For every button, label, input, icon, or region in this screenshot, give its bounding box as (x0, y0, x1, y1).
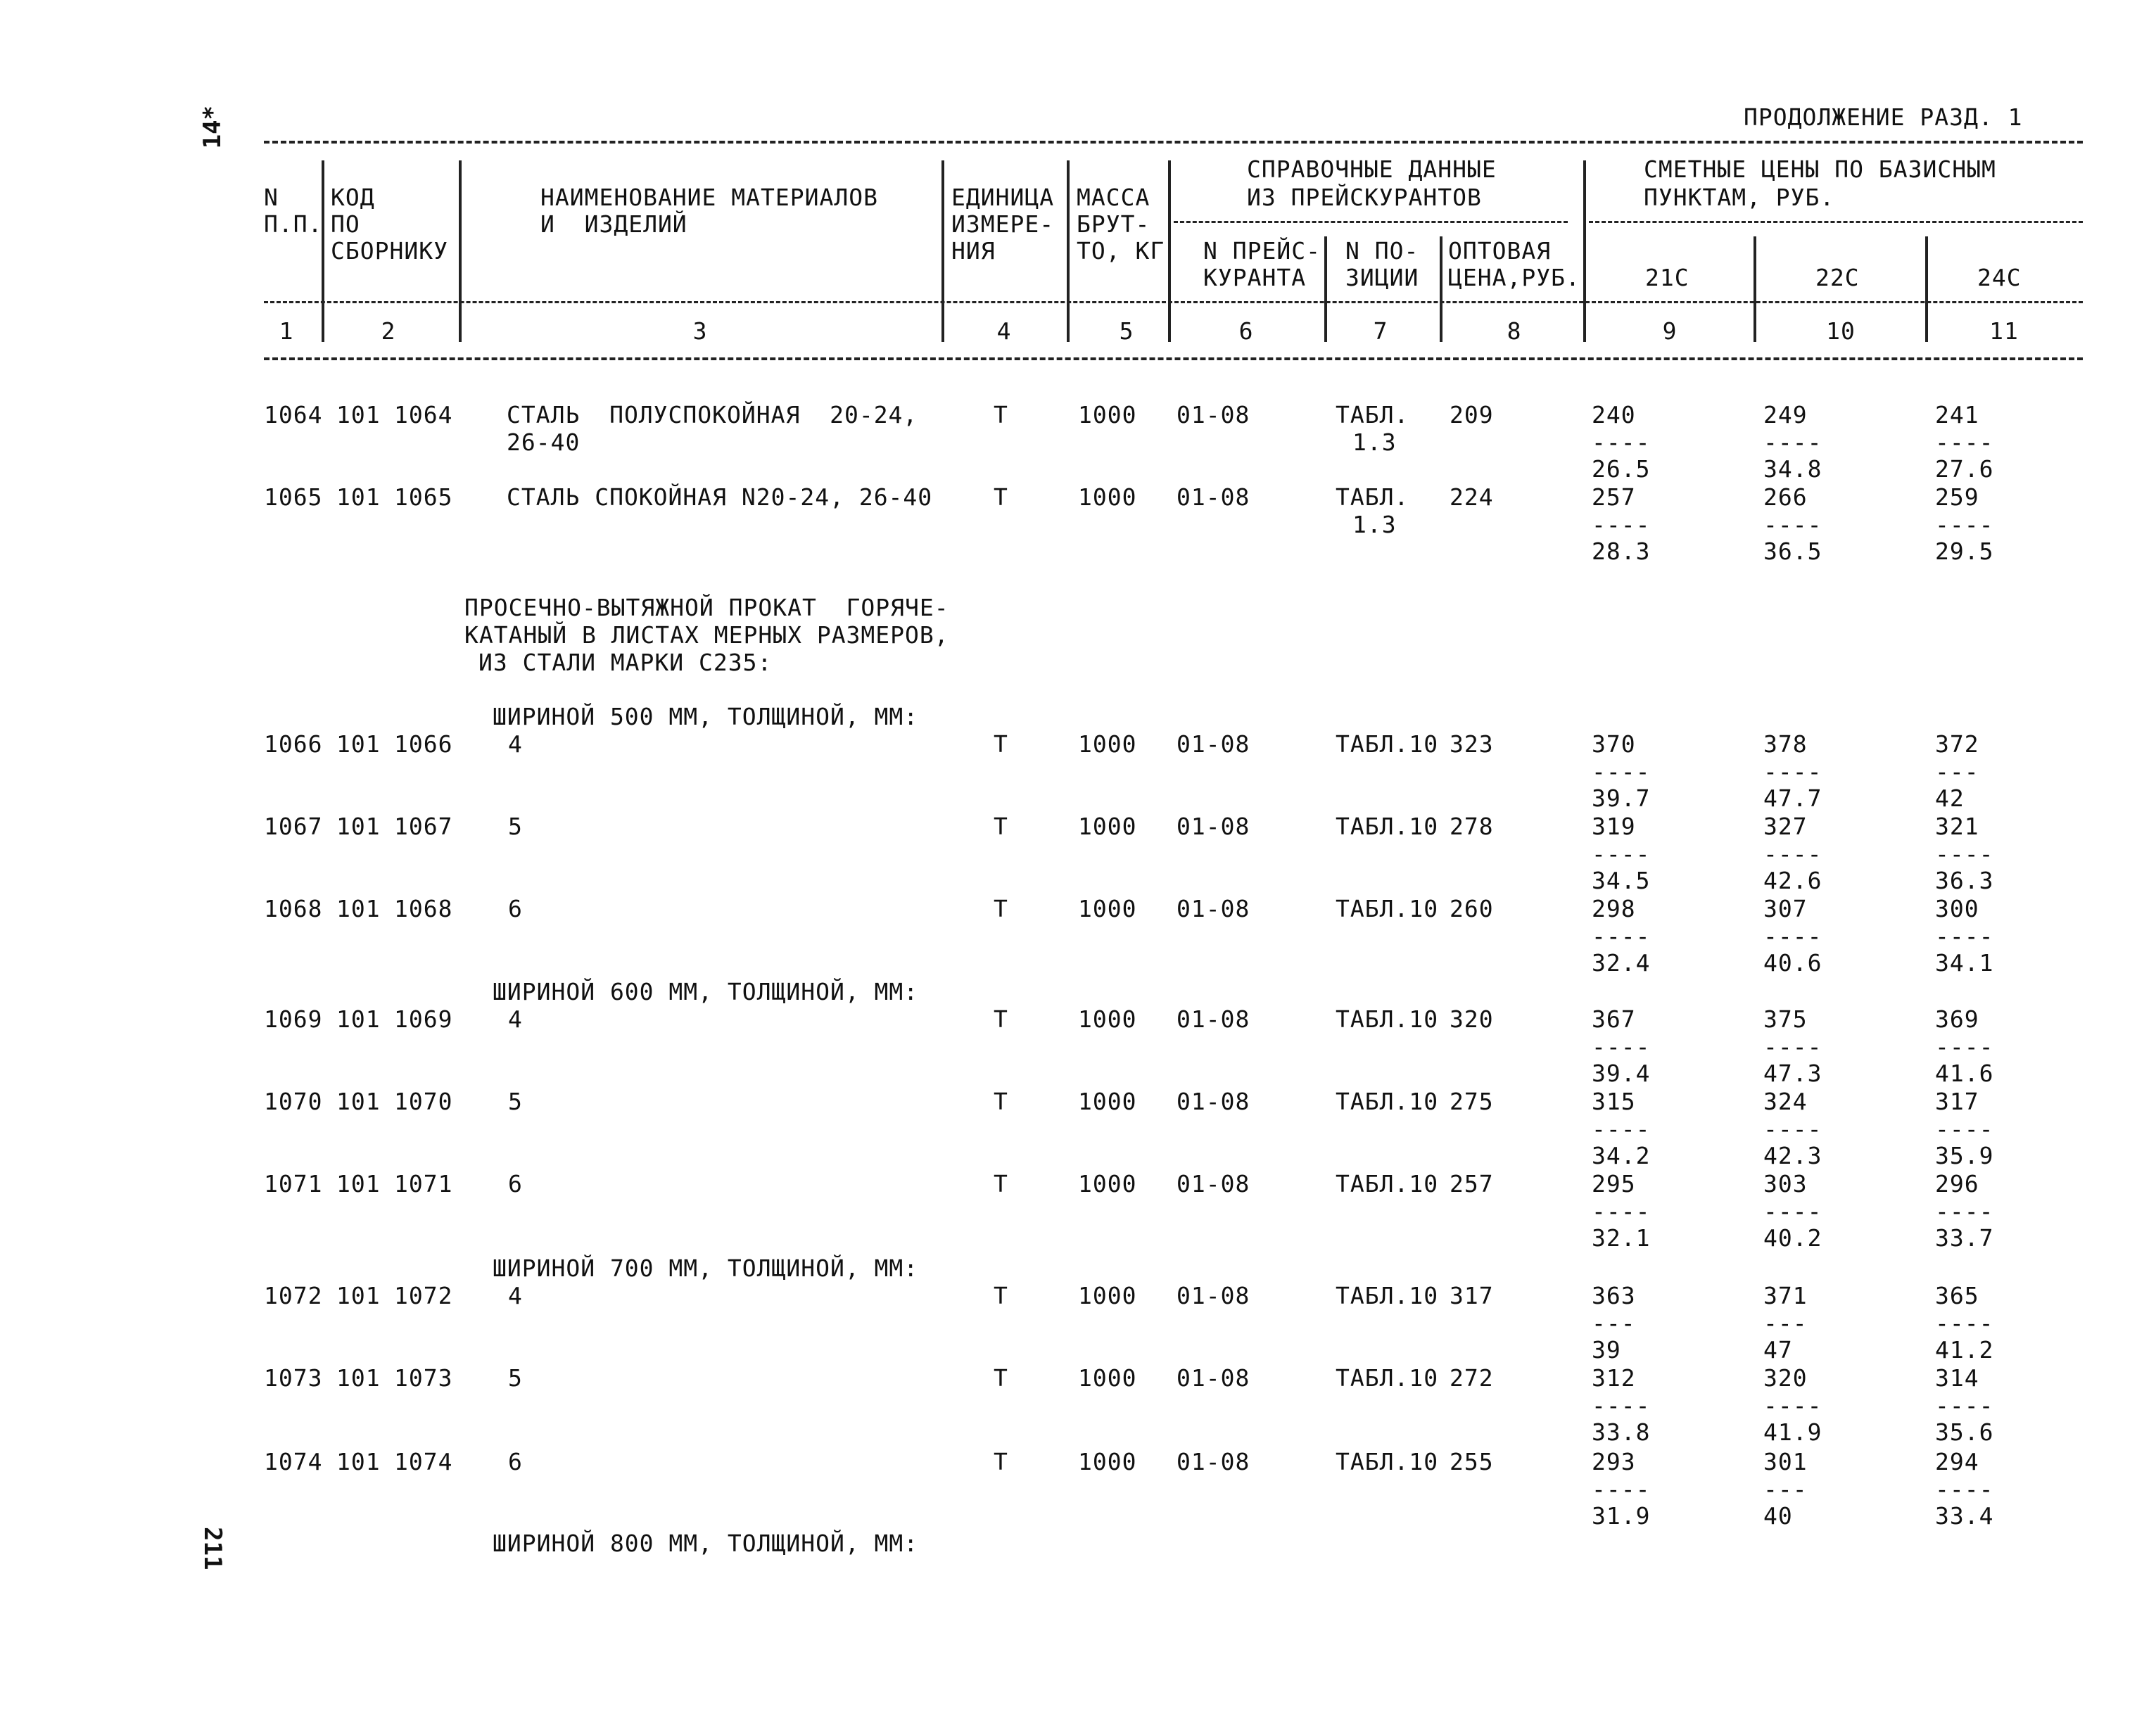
section-heading-line: ИЗ СТАЛИ МАРКИ С235: (478, 649, 773, 676)
cell-unit: Т (994, 401, 1008, 428)
cell-k2: 1066 (394, 730, 453, 758)
header-divider (459, 160, 462, 342)
col4-header: ИЗМЕРЕ- (951, 210, 1055, 238)
price-p24-top: 369 (1935, 1005, 1979, 1033)
cell-k1: 101 (336, 895, 381, 922)
column-number: 3 (692, 317, 708, 345)
price-p21-bottom: 32.4 (1592, 949, 1651, 977)
price-p21-bottom: 28.3 (1592, 538, 1651, 565)
cell-mass: 1000 (1078, 895, 1137, 922)
price-p24-bottom: 36.3 (1935, 867, 1994, 894)
cell-price: 260 (1450, 895, 1494, 922)
price-p22-bar: --- (1763, 1475, 1808, 1503)
price-p24-bar: ---- (1935, 1197, 1994, 1225)
cell-unit: Т (994, 1448, 1008, 1475)
price-p24-top: 372 (1935, 730, 1979, 758)
price-p24-top: 294 (1935, 1448, 1979, 1475)
cell-pr: 01-08 (1177, 895, 1250, 922)
col2-header: СБОРНИКУ (331, 237, 448, 265)
cell-k1: 101 (336, 1364, 381, 1392)
price-p24-bottom: 29.5 (1935, 538, 1994, 565)
cell-k2: 1071 (394, 1170, 453, 1197)
col5-header: БРУТ- (1077, 210, 1150, 238)
cell-mass: 1000 (1078, 813, 1137, 840)
price-p21-bar: ---- (1592, 428, 1651, 456)
group1-header: ИЗ ПРЕЙСКУРАНТОВ (1247, 184, 1482, 211)
cell-n: 1064 (264, 401, 323, 428)
price-p22-top: 375 (1763, 1005, 1808, 1033)
cell-price: 272 (1450, 1364, 1494, 1392)
price-p21-bar: ---- (1592, 1033, 1651, 1060)
cell-pr: 01-08 (1177, 1282, 1250, 1309)
group2-header: ПУНКТАМ, РУБ. (1644, 184, 1835, 211)
group-split-rule-2 (1589, 221, 2083, 223)
col3-header: НАИМЕНОВАНИЕ МАТЕРИАЛОВ (540, 184, 878, 211)
col7-header: ЗИЦИИ (1345, 264, 1419, 291)
price-p24-top: 314 (1935, 1364, 1979, 1392)
price-p24-top: 321 (1935, 813, 1979, 840)
price-p24-bar: ---- (1935, 428, 1994, 456)
cell-pos1: ТАБЛ. (1336, 483, 1409, 511)
price-p22-top: 303 (1763, 1170, 1808, 1197)
subheading-width-700: ШИРИНОЙ 700 ММ, ТОЛЩИНОЙ, ММ: (493, 1254, 919, 1282)
column-number: 11 (1989, 317, 2019, 345)
price-p22-top: 307 (1763, 895, 1808, 922)
header-divider (941, 160, 944, 342)
col11-header: 24С (1977, 264, 2022, 291)
price-p24-bottom: 33.7 (1935, 1224, 1994, 1252)
col2-header: ПО (331, 210, 360, 238)
price-p22-bottom: 41.9 (1763, 1418, 1822, 1446)
price-p22-bar: --- (1763, 1309, 1808, 1337)
price-p22-bottom: 42.6 (1763, 867, 1822, 894)
cell-pos1: ТАБЛ.10 (1336, 813, 1439, 840)
price-p24-bar: ---- (1935, 1309, 1994, 1337)
cell-pos1: ТАБЛ.10 (1336, 1448, 1439, 1475)
cell-name1: СТАЛЬ СПОКОЙНАЯ N20-24, 26-40 (507, 483, 933, 511)
cell-unit: Т (994, 813, 1008, 840)
price-p22-top: 371 (1763, 1282, 1808, 1309)
price-p22-bottom: 47.7 (1763, 784, 1822, 812)
price-p21-top: 367 (1592, 1005, 1636, 1033)
cell-pr: 01-08 (1177, 1448, 1250, 1475)
header-divider (1168, 160, 1171, 342)
price-p21-bar: ---- (1592, 1392, 1651, 1419)
cell-pr: 01-08 (1177, 1364, 1250, 1392)
price-p21-bottom: 39.7 (1592, 784, 1651, 812)
col5-header: МАССА (1077, 184, 1150, 211)
cell-price: 278 (1450, 813, 1494, 840)
price-p22-top: 324 (1763, 1088, 1808, 1115)
subheading-width-600: ШИРИНОЙ 600 ММ, ТОЛЩИНОЙ, ММ: (493, 978, 919, 1005)
column-number: 8 (1507, 317, 1522, 345)
price-p21-top: 363 (1592, 1282, 1636, 1309)
price-p24-bar: ---- (1935, 922, 1994, 950)
col5-header: ТО, КГ (1077, 237, 1165, 265)
price-p21-top: 370 (1592, 730, 1636, 758)
price-p22-bar: ---- (1763, 1392, 1822, 1419)
cell-name1: 4 (508, 1005, 523, 1033)
col6-header: КУРАНТА (1203, 264, 1307, 291)
col1-header: N (264, 184, 279, 211)
price-p22-bar: ---- (1763, 1197, 1822, 1225)
price-p21-bar: ---- (1592, 1197, 1651, 1225)
cell-pos1: ТАБЛ.10 (1336, 1170, 1439, 1197)
cell-name1: 6 (508, 1170, 523, 1197)
cell-price: 275 (1450, 1088, 1494, 1115)
price-p21-bar: ---- (1592, 1475, 1651, 1503)
header-divider (1583, 160, 1586, 342)
price-p22-bottom: 34.8 (1763, 455, 1822, 483)
price-p21-top: 315 (1592, 1088, 1636, 1115)
col1-header: П.П. (264, 210, 323, 238)
column-number: 2 (381, 317, 396, 345)
cell-unit: Т (994, 730, 1008, 758)
section-heading-line: ПРОСЕЧНО-ВЫТЯЖНОЙ ПРОКАТ ГОРЯЧЕ- (464, 594, 949, 621)
price-p22-bar: ---- (1763, 758, 1822, 785)
price-p24-bottom: 41.6 (1935, 1060, 1994, 1087)
col8-header: ОПТОВАЯ (1448, 237, 1552, 265)
group-split-rule-1 (1174, 221, 1568, 223)
price-p24-top: 300 (1935, 895, 1979, 922)
cell-price: 257 (1450, 1170, 1494, 1197)
price-p24-bar: ---- (1935, 1475, 1994, 1503)
col3-header: И ИЗДЕЛИЙ (540, 210, 687, 238)
price-p21-bar: ---- (1592, 758, 1651, 785)
cell-pr: 01-08 (1177, 1005, 1250, 1033)
price-p21-top: 293 (1592, 1448, 1636, 1475)
header-divider (1925, 236, 1928, 342)
cell-mass: 1000 (1078, 1282, 1137, 1309)
cell-unit: Т (994, 895, 1008, 922)
cell-pos1: ТАБЛ.10 (1336, 895, 1439, 922)
cell-name1: 4 (508, 730, 523, 758)
section-heading-line: КАТАНЫЙ В ЛИСТАХ МЕРНЫХ РАЗМЕРОВ, (464, 621, 949, 649)
cell-pr: 01-08 (1177, 730, 1250, 758)
col8-header: ЦЕНА,РУБ. (1448, 264, 1580, 291)
column-number: 5 (1119, 317, 1134, 345)
price-p21-top: 319 (1592, 813, 1636, 840)
cell-unit: Т (994, 1364, 1008, 1392)
column-number: 9 (1662, 317, 1678, 345)
cell-k1: 101 (336, 1088, 381, 1115)
continuation-label: ПРОДОЛЖЕНИЕ РАЗД. 1 (1744, 103, 2023, 131)
cell-pos1: ТАБЛ.10 (1336, 1364, 1439, 1392)
cell-unit: Т (994, 483, 1008, 511)
price-p22-top: 266 (1763, 483, 1808, 511)
price-p24-bottom: 41.2 (1935, 1336, 1994, 1364)
price-p21-bottom: 33.8 (1592, 1418, 1651, 1446)
price-p24-bar: ---- (1935, 1115, 1994, 1143)
price-p24-top: 259 (1935, 483, 1979, 511)
cell-n: 1071 (264, 1170, 323, 1197)
price-p22-bar: ---- (1763, 1115, 1822, 1143)
price-p21-top: 257 (1592, 483, 1636, 511)
price-p22-bar: ---- (1763, 840, 1822, 868)
cell-k2: 1065 (394, 483, 453, 511)
cell-n: 1069 (264, 1005, 323, 1033)
page-marker-top: 14* (198, 106, 227, 149)
cell-k1: 101 (336, 401, 381, 428)
cell-mass: 1000 (1078, 1170, 1137, 1197)
header-divider (1754, 236, 1756, 342)
cell-k2: 1074 (394, 1448, 453, 1475)
price-p22-top: 320 (1763, 1364, 1808, 1392)
price-p22-bottom: 47.3 (1763, 1060, 1822, 1087)
cell-pos1: ТАБЛ.10 (1336, 730, 1439, 758)
price-p22-top: 249 (1763, 401, 1808, 428)
price-p21-bar: ---- (1592, 511, 1651, 538)
cell-mass: 1000 (1078, 401, 1137, 428)
subheading-width-500: ШИРИНОЙ 500 ММ, ТОЛЩИНОЙ, ММ: (493, 703, 919, 730)
cell-mass: 1000 (1078, 1005, 1137, 1033)
column-number: 7 (1373, 317, 1388, 345)
price-p22-bottom: 40 (1763, 1502, 1793, 1530)
price-p24-bottom: 27.6 (1935, 455, 1994, 483)
group2-header: СМЕТНЫЕ ЦЕНЫ ПО БАЗИСНЫМ (1644, 155, 1996, 183)
col2-header: КОД (331, 184, 375, 211)
price-p21-bottom: 26.5 (1592, 455, 1651, 483)
cell-pr: 01-08 (1177, 1170, 1250, 1197)
cell-k2: 1070 (394, 1088, 453, 1115)
cell-unit: Т (994, 1088, 1008, 1115)
price-p21-bar: ---- (1592, 840, 1651, 868)
cell-pr: 01-08 (1177, 401, 1250, 428)
price-p21-bottom: 34.5 (1592, 867, 1651, 894)
cell-mass: 1000 (1078, 1448, 1137, 1475)
price-p22-bar: ---- (1763, 922, 1822, 950)
price-p21-bar: --- (1592, 1309, 1636, 1337)
price-p22-bottom: 42.3 (1763, 1142, 1822, 1169)
col6-header: N ПРЕЙС- (1203, 237, 1321, 265)
cell-k1: 101 (336, 1448, 381, 1475)
cell-pos2: 1.3 (1352, 511, 1397, 538)
col9-header: 21С (1645, 264, 1689, 291)
cell-k2: 1064 (394, 401, 453, 428)
price-p21-bar: ---- (1592, 1115, 1651, 1143)
price-p22-bottom: 36.5 (1763, 538, 1822, 565)
cell-k1: 101 (336, 483, 381, 511)
price-p21-top: 298 (1592, 895, 1636, 922)
cell-mass: 1000 (1078, 1088, 1137, 1115)
cell-n: 1073 (264, 1364, 323, 1392)
price-p24-bar: ---- (1935, 1033, 1994, 1060)
cell-price: 323 (1450, 730, 1494, 758)
price-p22-top: 378 (1763, 730, 1808, 758)
cell-n: 1074 (264, 1448, 323, 1475)
price-p21-top: 295 (1592, 1170, 1636, 1197)
col4-header: ЕДИНИЦА (951, 184, 1055, 211)
price-p24-top: 365 (1935, 1282, 1979, 1309)
header-top-rule (264, 141, 2083, 144)
page-marker-bottom: 211 (198, 1527, 227, 1570)
cell-k1: 101 (336, 1005, 381, 1033)
price-p21-bottom: 31.9 (1592, 1502, 1651, 1530)
cell-k1: 101 (336, 1282, 381, 1309)
cell-pr: 01-08 (1177, 813, 1250, 840)
price-p22-bottom: 40.6 (1763, 949, 1822, 977)
price-p21-bottom: 32.1 (1592, 1224, 1651, 1252)
cell-k2: 1068 (394, 895, 453, 922)
price-p24-bar: ---- (1935, 511, 1994, 538)
cell-name1: 4 (508, 1282, 523, 1309)
price-p24-bar: ---- (1935, 840, 1994, 868)
price-p24-bar: ---- (1935, 1392, 1994, 1419)
subheading-width-800: ШИРИНОЙ 800 ММ, ТОЛЩИНОЙ, ММ: (493, 1530, 919, 1557)
cell-price: 209 (1450, 401, 1494, 428)
header-divider (1324, 236, 1327, 342)
cell-name1: 6 (508, 895, 523, 922)
price-p22-bottom: 40.2 (1763, 1224, 1822, 1252)
price-p21-bottom: 39.4 (1592, 1060, 1651, 1087)
cell-pos2: 1.3 (1352, 428, 1397, 456)
price-p24-bottom: 35.6 (1935, 1418, 1994, 1446)
price-p24-bottom: 34.1 (1935, 949, 1994, 977)
header-divider (322, 160, 324, 342)
cell-price: 224 (1450, 483, 1494, 511)
group1-header: СПРАВОЧНЫЕ ДАННЫЕ (1247, 155, 1497, 183)
cell-price: 255 (1450, 1448, 1494, 1475)
price-p22-bar: ---- (1763, 428, 1822, 456)
cell-price: 320 (1450, 1005, 1494, 1033)
cell-pos1: ТАБЛ.10 (1336, 1088, 1439, 1115)
cell-n: 1070 (264, 1088, 323, 1115)
cell-k1: 101 (336, 813, 381, 840)
cell-unit: Т (994, 1170, 1008, 1197)
cell-name1: 5 (508, 813, 523, 840)
header-bottom-rule (264, 357, 2083, 360)
price-p22-top: 301 (1763, 1448, 1808, 1475)
cell-k1: 101 (336, 730, 381, 758)
cell-price: 317 (1450, 1282, 1494, 1309)
cell-k1: 101 (336, 1170, 381, 1197)
cell-k2: 1067 (394, 813, 453, 840)
price-p22-top: 327 (1763, 813, 1808, 840)
price-p21-top: 312 (1592, 1364, 1636, 1392)
col4-header: НИЯ (951, 237, 996, 265)
header-divider (1440, 236, 1442, 342)
price-p21-bottom: 34.2 (1592, 1142, 1651, 1169)
cell-pos1: ТАБЛ.10 (1336, 1282, 1439, 1309)
cell-n: 1072 (264, 1282, 323, 1309)
cell-unit: Т (994, 1005, 1008, 1033)
cell-pr: 01-08 (1177, 1088, 1250, 1115)
cell-n: 1068 (264, 895, 323, 922)
column-number: 10 (1826, 317, 1856, 345)
price-p21-bar: ---- (1592, 922, 1651, 950)
price-p24-bottom: 42 (1935, 784, 1965, 812)
price-p21-bottom: 39 (1592, 1336, 1621, 1364)
header-divider (1067, 160, 1070, 342)
price-p22-bar: ---- (1763, 1033, 1822, 1060)
cell-pos1: ТАБЛ. (1336, 401, 1409, 428)
header-mid-rule (264, 301, 2083, 303)
column-number: 1 (279, 317, 294, 345)
cell-k2: 1069 (394, 1005, 453, 1033)
col10-header: 22С (1815, 264, 1860, 291)
price-p24-top: 317 (1935, 1088, 1979, 1115)
cell-mass: 1000 (1078, 730, 1137, 758)
price-p22-bar: ---- (1763, 511, 1822, 538)
price-p24-top: 241 (1935, 401, 1979, 428)
cell-unit: Т (994, 1282, 1008, 1309)
col7-header: N ПО- (1345, 237, 1419, 265)
cell-pr: 01-08 (1177, 483, 1250, 511)
price-p24-bar: --- (1935, 758, 1979, 785)
price-p24-bottom: 35.9 (1935, 1142, 1994, 1169)
cell-k2: 1072 (394, 1282, 453, 1309)
cell-n: 1066 (264, 730, 323, 758)
price-p21-top: 240 (1592, 401, 1636, 428)
cell-k2: 1073 (394, 1364, 453, 1392)
price-p22-bottom: 47 (1763, 1336, 1793, 1364)
price-p24-bottom: 33.4 (1935, 1502, 1994, 1530)
cell-n: 1067 (264, 813, 323, 840)
cell-name1: 5 (508, 1364, 523, 1392)
cell-pos1: ТАБЛ.10 (1336, 1005, 1439, 1033)
column-number: 6 (1238, 317, 1254, 345)
cell-mass: 1000 (1078, 1364, 1137, 1392)
price-p24-top: 296 (1935, 1170, 1979, 1197)
cell-mass: 1000 (1078, 483, 1137, 511)
cell-name1: 5 (508, 1088, 523, 1115)
cell-n: 1065 (264, 483, 323, 511)
cell-name2: 26-40 (507, 428, 581, 456)
column-number: 4 (996, 317, 1012, 345)
cell-name1: СТАЛЬ ПОЛУСПОКОЙНАЯ 20-24, (507, 401, 918, 428)
cell-name1: 6 (508, 1448, 523, 1475)
